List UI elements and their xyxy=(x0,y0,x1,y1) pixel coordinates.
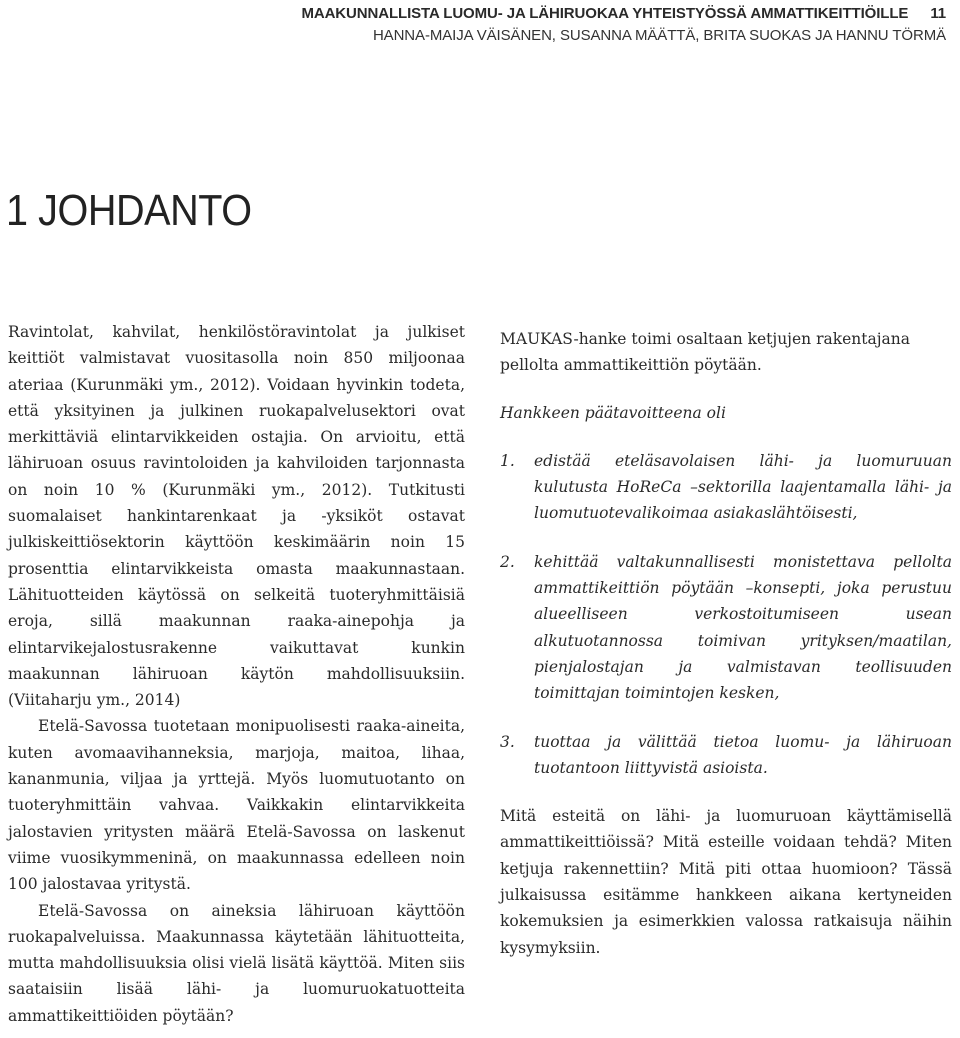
etela-savo-paragraph: Etelä-Savossa tuotetaan monipuolisesti raaka-aineita, kuten avomaavihanneksia, marjoja, maitoa, lihaa, kananmunia, viljaa ja yrttejä. Myös luomutuotanto on tuoteryhmittäin vahvaa. Vaikkakin elintarvikkeita jalostavien yritysten määrä Etelä-Savossa on laskenut viime vuosikymmeninä, on maakunnassa edelleen noin 100 jalostavaa yritystä. xyxy=(8,717,465,894)
goal-number: 2. xyxy=(500,552,515,571)
goal-list xyxy=(500,448,952,781)
goal-number: 3. xyxy=(500,732,515,751)
questions-paragraph: Mitä esteitä on lähi- ja luomuruoan käyttämisellä ammattikeittiöissä? Mitä esteille voidaan tehdä? Miten ketjuja rakennettiin? Mitä piti ottaa huomioon? Tässä julkaisussa esitämme hankkeen aikana kertyneiden kokemuksien ja esimerkkien valossa ratkaisuja näihin kysymyksiin. xyxy=(500,807,952,957)
page-number: 11 xyxy=(930,5,946,22)
left-column xyxy=(8,319,465,1029)
page-header xyxy=(246,3,946,47)
question-paragraph: Etelä-Savossa on aineksia lähiruoan käyttöön ruokapalveluissa. Maakunnassa käytetään lähituotteita, mutta mahdollisuuksia olisi vielä lisätä käyttöä. Miten siis saataisiin lisää lähi- ja luomuruokatuotteita ammattikeittiöiden pöytään? xyxy=(8,901,465,1025)
goal-number: 1. xyxy=(500,451,515,470)
goal-text: kehittää valtakunnallisesti monistettava pellolta ammattikeittiön pöytään –konsepti, joka perustuu alueelliseen verkostoitumiseen usean alkutuotannossa toimivan yrityksen/maatilan, pienjalostajan ja valmistavan teollisuuden toimittajan toimintojen kesken, xyxy=(534,552,952,703)
running-title-line xyxy=(246,3,946,25)
intro-paragraph: Ravintolat, kahvilat, henkilöstöravintolat ja julkiset keittiöt valmistavat vuositasolla noin 850 miljoonaa ateriaa (Kurunmäki ym., 2012). Voidaan hyvinkin todeta, että yksityinen ja julkinen ruokapalvelusektori ovat merkittäviä elintarvikkeiden ostajia. On arvioitu, että lähiruoan osuus ravintoloiden ja kahviloiden tarjonnasta on noin 10 % (Kurunmäki ym., 2012). Tutkitusti suomalaiset hankintarenkaat ja -yksiköt ostavat julkiskeittiösektorin käyttöön keskimäärin noin 15 prosenttia elintarvikkeista omasta maakunnastaan. Lähituotteiden käytössä on selkeitä tuoteryhmittäisiä eroja, sillä maakunnan raaka-ainepohja ja elintarvikejalostusrakenne vaikuttavat kunkin maakunnan lähiruoan käytön mahdollisuuksiin. (Viitaharju ym., 2014) xyxy=(8,323,465,710)
right-column xyxy=(500,326,952,961)
goal-text: tuottaa ja välittää tietoa luomu- ja lähiruoan tuotantoon liittyvistä asioista. xyxy=(534,732,952,777)
goal-item xyxy=(500,729,952,782)
project-intro: MAUKAS-hanke toimi osaltaan ketjujen rakentajana pellolta ammattikeittiön pöytään. xyxy=(500,330,911,375)
goal-item xyxy=(500,549,952,707)
chapter-title: 1 JOHDANTO xyxy=(6,186,252,235)
goal-title: Hankkeen päätavoitteena oli xyxy=(500,403,726,422)
goal-text: edistää eteläsavolaisen lähi- ja luomuruuan kulutusta HoReCa –sektorilla laajentamalla lähi- ja luomutuotevalikoimaa asiakaslähtöisesti, xyxy=(534,451,952,523)
running-title: MAAKUNNALLISTA LUOMU- JA LÄHIRUOKAA YHTEISTYÖSSÄ AMMATTIKEITTIÖILLE xyxy=(301,5,909,22)
authors-line: HANNA-MAIJA VÄISÄNEN, SUSANNA MÄÄTTÄ, BRITA SUOKAS JA HANNU TÖRMÄ xyxy=(372,27,946,44)
goal-item xyxy=(500,448,952,527)
